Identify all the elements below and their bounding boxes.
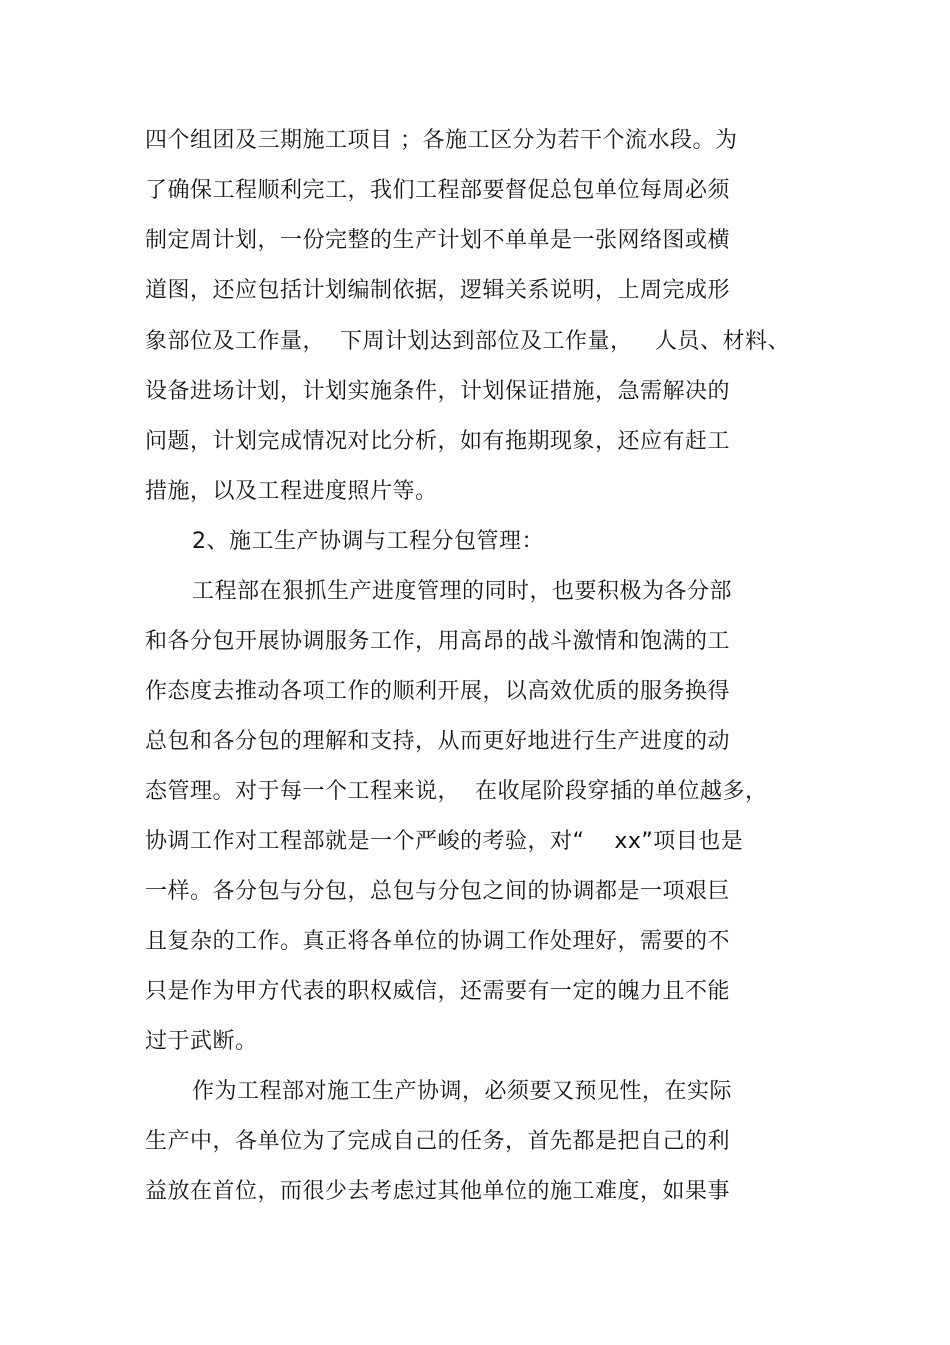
text-line: 生产中，各单位为了完成自己的任务，首先都是把自己的利	[145, 1129, 731, 1154]
text-line: 协调工作对工程部就是一个严峻的考验，对“ xx”项目也是	[145, 829, 744, 854]
text-line: 和各分包开展协调服务工作，用高昂的战斗激情和饱满的工	[145, 629, 731, 654]
text-line: 态管理。对于每一个工程来说， 在收尾阶段穿插的单位越多，	[145, 779, 768, 804]
text-line: 益放在首位，而很少去考虑过其他单位的施工难度，如果事	[145, 1179, 731, 1204]
text-line: 作为工程部对施工生产协调，必须要又预见性，在实际	[192, 1079, 733, 1104]
text-line: 且复杂的工作。真正将各单位的协调工作处理好，需要的不	[145, 929, 731, 954]
text-line: 一样。各分包与分包，总包与分包之间的协调都是一项艰巨	[145, 879, 731, 904]
text-line: 象部位及工作量， 下周计划达到部位及工作量， 人员、材料、	[145, 329, 790, 354]
text-line: 设备进场计划，计划实施条件，计划保证措施，急需解决的	[145, 379, 731, 404]
text-line: 道图，还应包括计划编制依据，逻辑关系说明，上周完成形	[145, 278, 731, 303]
text-line: 只是作为甲方代表的职权威信，还需要有一定的魄力且不能	[145, 979, 731, 1004]
text-line: 总包和各分包的理解和支持，从而更好地进行生产进度的动	[145, 729, 731, 754]
text-line: 过于武断。	[145, 1029, 258, 1054]
section-heading: 2、施工生产协调与工程分包管理：	[192, 529, 544, 554]
text-line: 问题，计划完成情况对比分析，如有拖期现象，还应有赶工	[145, 429, 731, 454]
text-line: 工程部在狠抓生产进度管理的同时，也要积极为各分部	[192, 579, 733, 604]
text-line: 四个组团及三期施工项目 ；各施工区分为若干个流水段。为	[145, 128, 738, 153]
text-line: 措施，以及工程进度照片等。	[145, 479, 438, 504]
text-line: 了确保工程顺利完工，我们工程部要督促总包单位每周必须	[145, 178, 731, 203]
text-line: 制定周计划，一份完整的生产计划不单单是一张网络图或横	[145, 228, 731, 253]
text-line: 作态度去推动各项工作的顺利开展，以高效优质的服务换得	[145, 679, 731, 704]
